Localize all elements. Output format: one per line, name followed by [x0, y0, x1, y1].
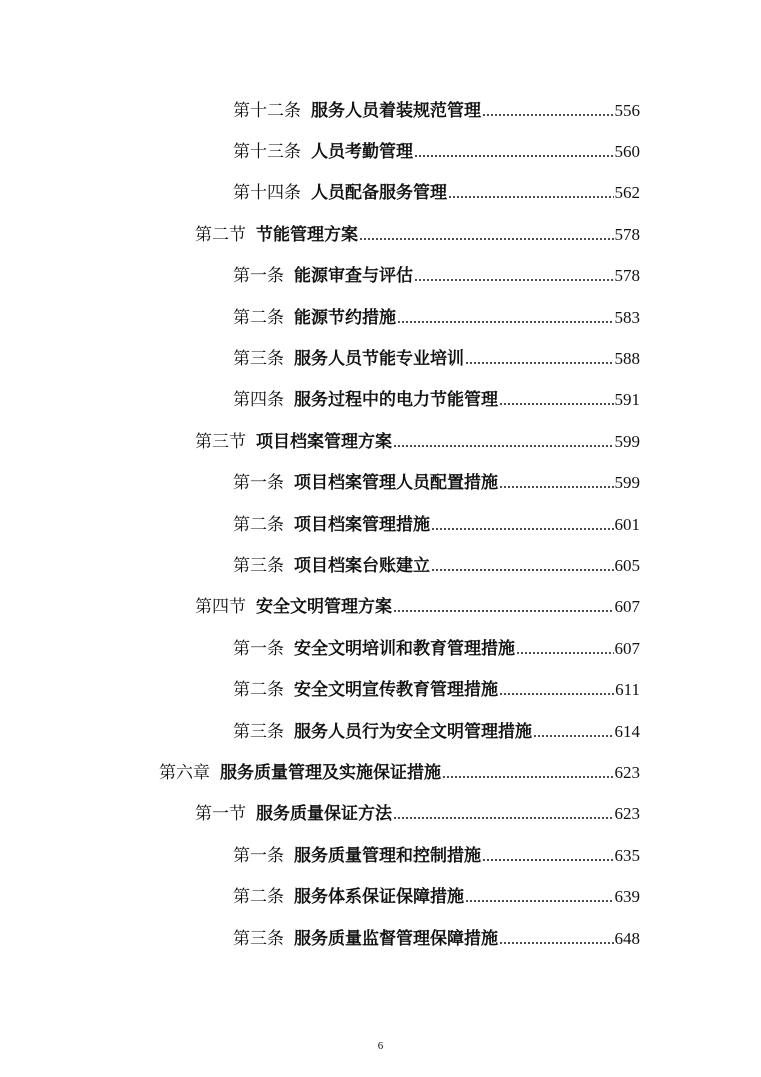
toc-entry-page: 601: [614, 514, 640, 534]
toc-entry[interactable]: [0, 90, 761, 131]
toc-entry-label: 第三条: [233, 721, 284, 742]
toc-dot-leader: [393, 609, 614, 613]
toc-dot-leader: [499, 402, 614, 406]
toc-dot-leader: [393, 816, 614, 820]
toc-entry[interactable]: [0, 297, 761, 338]
toc-entry-title: 项目档案台账建立: [294, 555, 430, 576]
toc-entry-content: [233, 101, 640, 121]
toc-dot-leader: [448, 195, 614, 199]
toc-entry-page: 556: [614, 100, 640, 120]
toc-entry[interactable]: [0, 504, 761, 545]
toc-entry-title: 项目档案管理方案: [256, 431, 392, 452]
toc-entry-label: 第二节: [195, 224, 246, 245]
toc-entry-label: 第一条: [233, 473, 284, 494]
toc-entry-page: 623: [614, 762, 640, 782]
toc-entry-label: 第二条: [233, 680, 284, 701]
toc-entry-label: 第二条: [233, 887, 284, 908]
toc-entry-content: [195, 804, 640, 824]
toc-entry[interactable]: [0, 669, 761, 710]
toc-entry[interactable]: [0, 876, 761, 917]
toc-entry-page: 639: [614, 887, 640, 907]
toc-entry-title: 服务人员着装规范管理: [311, 100, 481, 121]
toc-dot-leader: [393, 444, 614, 448]
toc-entry-content: [233, 390, 640, 410]
toc-dot-leader: [431, 568, 614, 572]
toc-entry-label: 第一条: [233, 845, 284, 866]
toc-entry-title: 服务质量保证方法: [256, 804, 392, 825]
toc-entry-title: 项目档案管理措施: [294, 514, 430, 535]
toc-entry-title: 服务质量管理及实施保证措施: [220, 762, 441, 783]
toc-entry-content: [233, 639, 640, 659]
toc-entry-title: 能源节约措施: [294, 307, 396, 328]
toc-entry-title: 项目档案管理人员配置措施: [294, 473, 498, 494]
toc-entry[interactable]: [0, 835, 761, 876]
toc-dot-leader: [499, 485, 614, 489]
toc-entry[interactable]: [0, 421, 761, 462]
toc-entry-content: [233, 183, 640, 203]
toc-entry-page: 583: [614, 307, 640, 327]
toc-entry[interactable]: [0, 338, 761, 379]
toc-entry[interactable]: [0, 918, 761, 959]
toc-entry[interactable]: [0, 214, 761, 255]
toc-entry[interactable]: [0, 545, 761, 586]
toc-dot-leader: [499, 692, 614, 696]
toc-dot-leader: [431, 527, 614, 531]
toc-entry-page: 605: [614, 555, 640, 575]
toc-entry-label: 第二条: [233, 307, 284, 328]
toc-entry-label: 第三条: [233, 555, 284, 576]
toc-entry-label: 第十二条: [233, 100, 301, 121]
toc-dot-leader: [482, 113, 614, 117]
toc-entry-page: 578: [614, 224, 640, 244]
toc-entry-title: 服务过程中的电力节能管理: [294, 390, 498, 411]
toc-entry-label: 第二条: [233, 514, 284, 535]
toc-entry[interactable]: [0, 628, 761, 669]
toc-dot-leader: [516, 651, 614, 655]
toc-entry-page: 611: [615, 680, 640, 700]
page-number: 6: [377, 1040, 384, 1052]
toc-entry-content: [233, 887, 640, 907]
toc-entry-label: 第三节: [195, 431, 246, 452]
toc-entry-content: [233, 929, 640, 949]
toc-entry-label: 第六章: [159, 762, 210, 783]
toc-entry-label: 第四条: [233, 390, 284, 411]
toc-entry-label: 第三条: [233, 928, 284, 949]
table-of-contents: [0, 90, 761, 959]
toc-entry-page: 599: [614, 431, 640, 451]
toc-entry[interactable]: [0, 711, 761, 752]
toc-entry-label: 第一节: [195, 804, 246, 825]
toc-entry[interactable]: [0, 794, 761, 835]
toc-dot-leader: [465, 899, 614, 903]
toc-entry-content: [195, 432, 640, 452]
toc-entry-page: 578: [614, 266, 640, 286]
toc-entry-title: 能源审查与评估: [294, 266, 413, 287]
toc-entry-content: [233, 473, 640, 493]
toc-entry-title: 服务质量管理和控制措施: [294, 845, 481, 866]
toc-dot-leader: [482, 858, 614, 862]
toc-entry-title: 服务体系保证保障措施: [294, 887, 464, 908]
toc-entry-content: [233, 142, 640, 162]
toc-entry-page: 607: [614, 597, 640, 617]
toc-dot-leader: [414, 154, 614, 158]
toc-entry-title: 人员考勤管理: [311, 142, 413, 163]
toc-entry-label: 第一条: [233, 638, 284, 659]
toc-entry-page: 635: [614, 845, 640, 865]
toc-entry-page: 648: [614, 928, 640, 948]
toc-dot-leader: [465, 361, 614, 365]
toc-entry-label: 第四节: [195, 597, 246, 618]
toc-dot-leader: [397, 320, 614, 324]
toc-entry[interactable]: [0, 752, 761, 793]
toc-entry-page: 588: [614, 349, 640, 369]
toc-entry-content: [233, 349, 640, 369]
toc-entry-page: 614: [614, 721, 640, 741]
toc-dot-leader: [414, 278, 614, 282]
toc-entry-page: 562: [614, 183, 640, 203]
toc-entry-content: [233, 846, 640, 866]
toc-entry-title: 安全文明宣传教育管理措施: [294, 680, 498, 701]
toc-entry-title: 节能管理方案: [256, 224, 358, 245]
toc-entry-page: 607: [614, 638, 640, 658]
toc-entry-content: [233, 722, 640, 742]
toc-entry[interactable]: [0, 173, 761, 214]
toc-entry-content: [195, 225, 640, 245]
toc-entry-title: 服务质量监督管理保障措施: [294, 928, 498, 949]
toc-dot-leader: [359, 237, 614, 241]
toc-entry-title: 服务人员行为安全文明管理措施: [294, 721, 532, 742]
toc-dot-leader: [442, 775, 614, 779]
toc-entry-page: 623: [614, 804, 640, 824]
toc-entry-content: [233, 266, 640, 286]
toc-entry-page: 591: [614, 390, 640, 410]
toc-entry-page: 599: [614, 473, 640, 493]
toc-entry-title: 安全文明培训和教育管理措施: [294, 638, 515, 659]
toc-entry-label: 第一条: [233, 266, 284, 287]
toc-entry-label: 第十四条: [233, 183, 301, 204]
toc-entry[interactable]: [0, 256, 761, 297]
toc-entry-label: 第十三条: [233, 142, 301, 163]
toc-entry[interactable]: [0, 463, 761, 504]
toc-dot-leader: [533, 734, 614, 738]
toc-entry-title: 人员配备服务管理: [311, 183, 447, 204]
toc-entry-content: [233, 680, 640, 700]
toc-entry-content: [233, 308, 640, 328]
toc-entry[interactable]: [0, 131, 761, 172]
toc-entry-content: [233, 556, 640, 576]
toc-entry[interactable]: [0, 587, 761, 628]
toc-entry-content: [195, 597, 640, 617]
toc-entry-label: 第三条: [233, 349, 284, 370]
toc-entry-title: 安全文明管理方案: [256, 597, 392, 618]
toc-entry-title: 服务人员节能专业培训: [294, 349, 464, 370]
toc-entry-content: [233, 515, 640, 535]
toc-entry-page: 560: [614, 142, 640, 162]
toc-entry-content: [159, 763, 640, 783]
toc-entry[interactable]: [0, 380, 761, 421]
toc-dot-leader: [499, 941, 614, 945]
